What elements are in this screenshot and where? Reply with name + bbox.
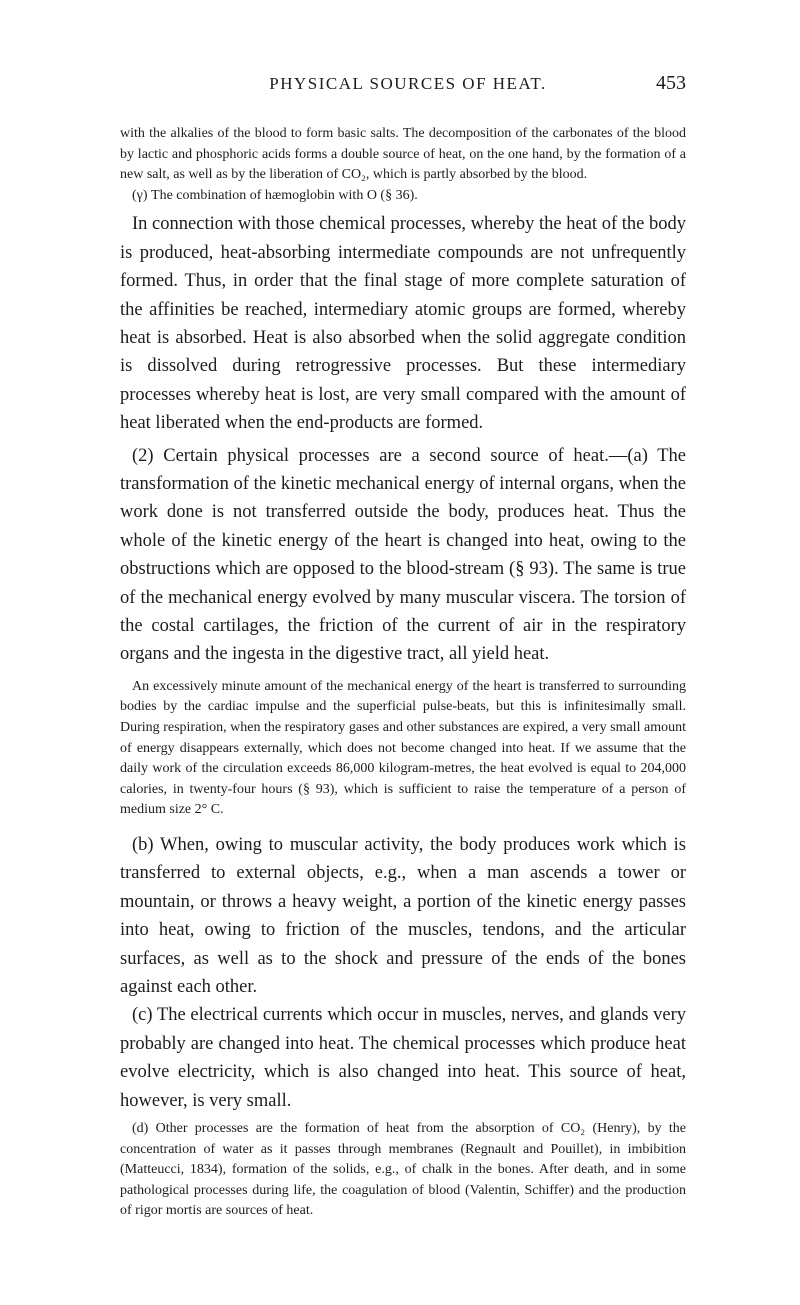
paragraph-physical-processes: (2) Certain physical processes are a second source of heat.—(a) The transformation of the kinetic mechanical energy of internal organs, when the work done is not transferred outside the body, produces heat. Thus the whole of the kinetic energy of the heart is changed into heat, owing to the obstructions which are opposed to the blood-stream (§ 93). The same is true of the mechanical energy evolved by many muscular viscera. The torsion of the costal cartilages, the friction of the current of air in the respiratory organs and the ingesta in the digestive tract, all yield heat. <box>120 445 686 665</box>
running-title: PHYSICAL SOURCES OF HEAT. <box>269 74 547 93</box>
paragraph-mechanical-energy-note: An excessively minute amount of the mechanical energy of the heart is transferred to surrounding bodies by the cardiac impulse and the superficial pulse-beats, but this is infinitesimally small. During respiration, when the respiratory gases and other substances are expired, a very small amount of energy disappears externally, which does not become changed into heat. If we assume that the daily work of the circulation exceeds 86,000 kilogram-metres, the heat evolved is equal to 204,000 calories, in twenty-four hours (§ 93), which is sufficient to raise the temperature of a person of medium size 2° C. <box>120 678 686 818</box>
page-header <box>120 72 686 106</box>
book-page <box>120 72 686 1222</box>
page-number: 453 <box>656 72 686 94</box>
paragraph-other-processes: (d) Other processes are the formation of heat from the absorption of CO₂ (Henry), by the concentration of water as it passes through membranes (Regnault and Pouillet), in imbibition (Matteucci, 1834), formation of the solids, e.g., of chalk in the bones. After death, and in some pathological processes during life, the coagulation of blood (Valentin, Schiffer) and the production of rigor mortis are sources of heat. <box>120 1121 686 1219</box>
paragraph-haemoglobin: (γ) The combination of hæmoglobin with O (§ 36). <box>132 187 418 203</box>
paragraph-intermediate-compounds: In connection with those chemical processes, whereby the heat of the body is produced, heat-absorbing intermediate compounds are not unfrequently formed. Thus, in order that the final stage of more complete saturation of the affinities be reached, intermediary atomic groups are formed, whereby heat is absorbed. Heat is also absorbed when the solid aggregate condition is dissolved during retrogressive processes. But these intermediary processes whereby heat is lost, are very small compared with the amount of heat liberated when the end-products are formed. <box>120 214 686 434</box>
paragraph-carbonates: with the alkalies of the blood to form basic salts. The decomposition of the carbonates of the blood by lactic and phosphoric acids forms a double source of heat, on the one hand, by the formation of a new salt, as well as by the liberation of CO₂, which is partly absorbed by the blood. <box>120 126 686 183</box>
paragraph-muscular-activity: (b) When, owing to muscular activity, the body produces work which is transferred to external objects, e.g., when a man ascends a tower or mountain, or throws a heavy weight, a portion of the kinetic energy passes into heat, owing to friction of the muscles, tendons, and the articular surfaces, as well as to the shock and pressure of the ends of the bones against each other. <box>120 835 686 998</box>
paragraph-electrical-currents: (c) The electrical currents which occur in muscles, nerves, and glands very probably are changed into heat. The chemical processes which produce heat evolve electricity, which is also changed into heat. This source of heat, however, is very small. <box>120 1005 686 1111</box>
